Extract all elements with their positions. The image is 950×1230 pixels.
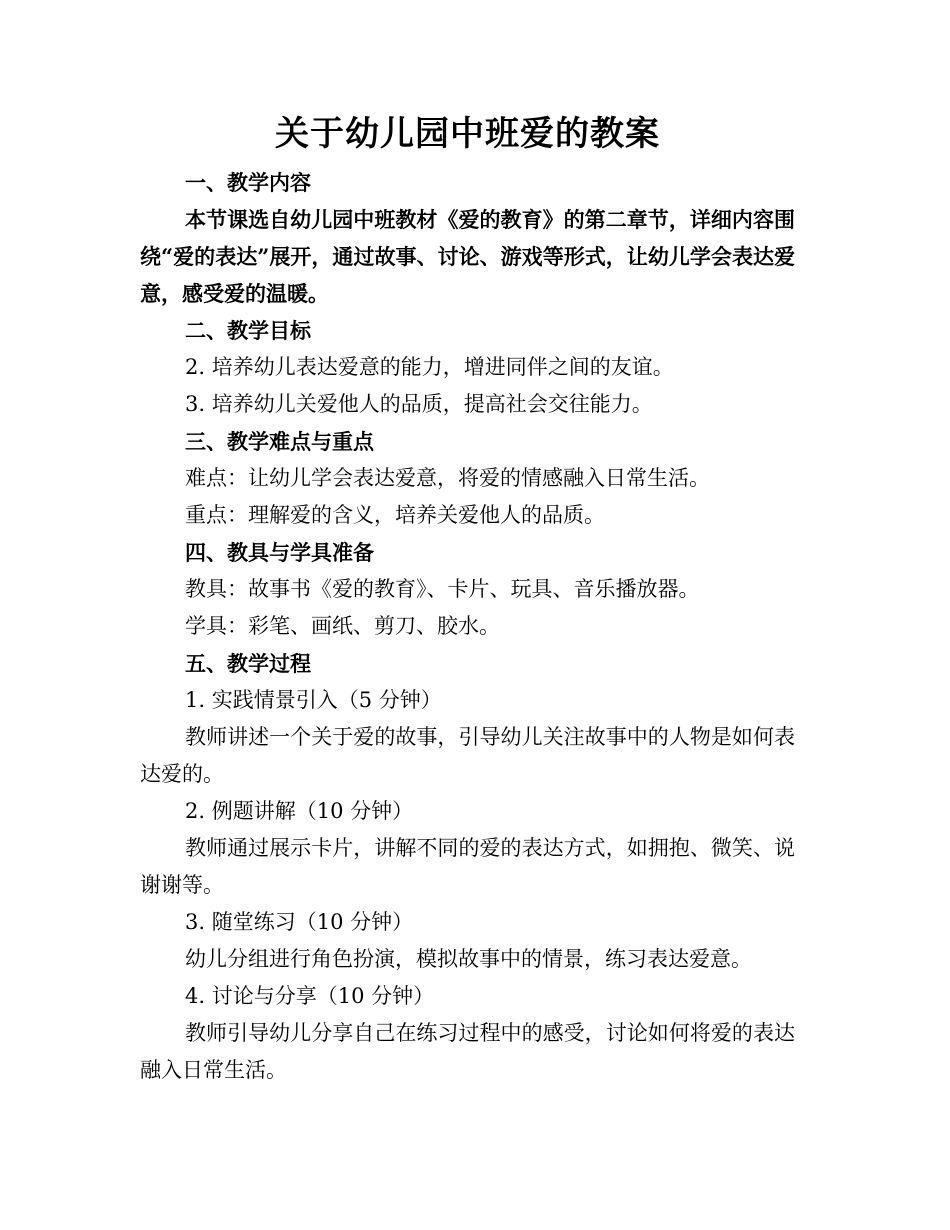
section-teaching-process bbox=[140, 645, 795, 1089]
document-page bbox=[140, 108, 795, 1089]
key-point-text: 重点：理解爱的含义，培养关爱他人的品质。 bbox=[185, 503, 605, 527]
section-heading: 二、教学目标 bbox=[185, 318, 311, 343]
step-text: 教师引导幼儿分享自己在练习过程中的感受，讨论如何将爱的表达融入日常生活。 bbox=[140, 1021, 795, 1082]
goal-item: 2. 培养幼儿表达爱意的能力，增进同伴之间的友谊。 bbox=[185, 355, 674, 379]
step-label: 3. 随堂练习（10 分钟） bbox=[185, 910, 414, 934]
step-label: 4. 讨论与分享（10 分钟） bbox=[185, 984, 435, 1008]
step-text: 幼儿分组进行角色扮演，模拟故事中的情景，练习表达爱意。 bbox=[185, 947, 752, 971]
document-title: 关于幼儿园中班爱的教案 bbox=[275, 114, 660, 154]
teacher-tools-text: 教具：故事书《爱的教育》、卡片、玩具、音乐播放器。 bbox=[185, 577, 700, 601]
difficulty-text: 难点：让幼儿学会表达爱意，将爱的情感融入日常生活。 bbox=[185, 466, 710, 490]
step-label: 2. 例题讲解（10 分钟） bbox=[185, 799, 414, 823]
section-heading: 三、教学难点与重点 bbox=[185, 429, 374, 454]
section-tools bbox=[140, 534, 795, 645]
section-teaching-content bbox=[140, 164, 795, 312]
section-difficulty-key bbox=[140, 423, 795, 534]
section-heading: 五、教学过程 bbox=[185, 651, 311, 676]
section-teaching-goals bbox=[140, 312, 795, 423]
goal-item: 3. 培养幼儿关爱他人的品质，提高社会交往能力。 bbox=[185, 392, 653, 416]
step-text: 教师通过展示卡片，讲解不同的爱的表达方式，如拥抱、微笑、说谢谢等。 bbox=[140, 836, 795, 897]
step-text: 教师讲述一个关于爱的故事，引导幼儿关注故事中的人物是如何表达爱的。 bbox=[140, 725, 795, 786]
step-label: 1. 实践情景引入（5 分钟） bbox=[185, 688, 442, 712]
section-heading: 四、教具与学具准备 bbox=[185, 540, 374, 565]
student-tools-text: 学具：彩笔、画纸、剪刀、胶水。 bbox=[185, 614, 500, 638]
section-paragraph: 本节课选自幼儿园中班教材《爱的教育》的第二章节，详细内容围绕“爱的表达”展开，通过故事、讨论、游戏等形式，让幼儿学会表达爱意，感受爱的温暖。 bbox=[140, 207, 795, 306]
section-heading: 一、教学内容 bbox=[185, 170, 311, 195]
